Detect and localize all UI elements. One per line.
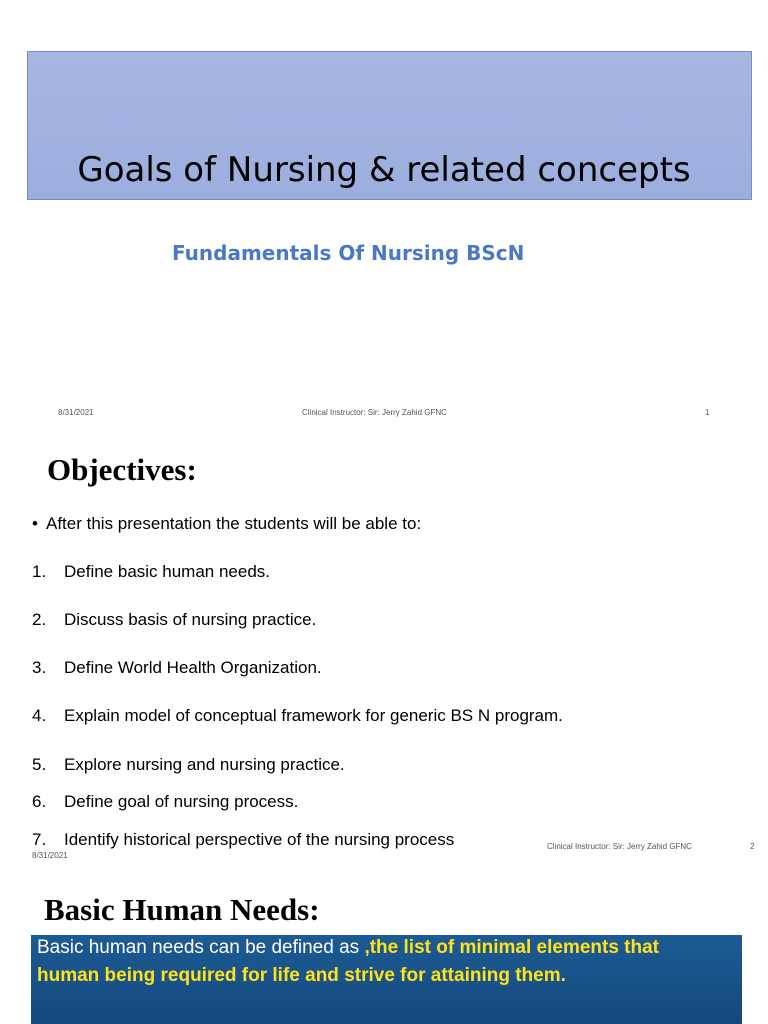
slide-title: Goals of Nursing & related concepts bbox=[77, 150, 691, 190]
slide-subtitle: Fundamentals Of Nursing BScN bbox=[172, 241, 525, 265]
definition-box bbox=[31, 935, 742, 1024]
list-item: 1. Define basic human needs. bbox=[32, 562, 271, 581]
slide-3 bbox=[0, 864, 768, 1024]
basic-human-needs-heading: Basic Human Needs: bbox=[44, 892, 320, 927]
intro-text: After this presentation the students will be able to: bbox=[46, 514, 422, 533]
footer-instructor: Clinical Instructor: Sir: Jerry Zahid GFNC bbox=[547, 842, 692, 851]
list-item: 4. Explain model of conceptual framework for generic BS N program. bbox=[32, 706, 563, 725]
list-item: 2. Discuss basis of nursing practice. bbox=[32, 610, 317, 629]
list-item: 3. Define World Health Organization. bbox=[32, 658, 322, 677]
footer-page-number: 2 bbox=[750, 842, 755, 851]
bullet-icon: • bbox=[32, 514, 38, 533]
list-item: 7. Identify historical perspective of the nursing process bbox=[32, 830, 455, 849]
definition-line-2: human being required for life and strive for attaining them. bbox=[37, 965, 566, 986]
objectives-intro bbox=[32, 514, 421, 534]
definition-line-1: Basic human needs can be defined as ,the list of minimal elements that bbox=[37, 937, 660, 958]
slide-1 bbox=[0, 0, 768, 432]
list-item: 6. Define goal of nursing process. bbox=[32, 792, 299, 811]
footer-date: 8/31/2021 bbox=[58, 408, 94, 417]
footer-date: 8/31/2021 bbox=[32, 851, 68, 860]
slide-2 bbox=[0, 432, 768, 864]
list-item: 5. Explore nursing and nursing practice. bbox=[32, 755, 345, 774]
footer-page-number: 1 bbox=[705, 408, 710, 417]
objectives-heading: Objectives: bbox=[47, 452, 197, 487]
footer-instructor: Clinical Instructor: Sir: Jerry Zahid GFNC bbox=[302, 408, 447, 417]
